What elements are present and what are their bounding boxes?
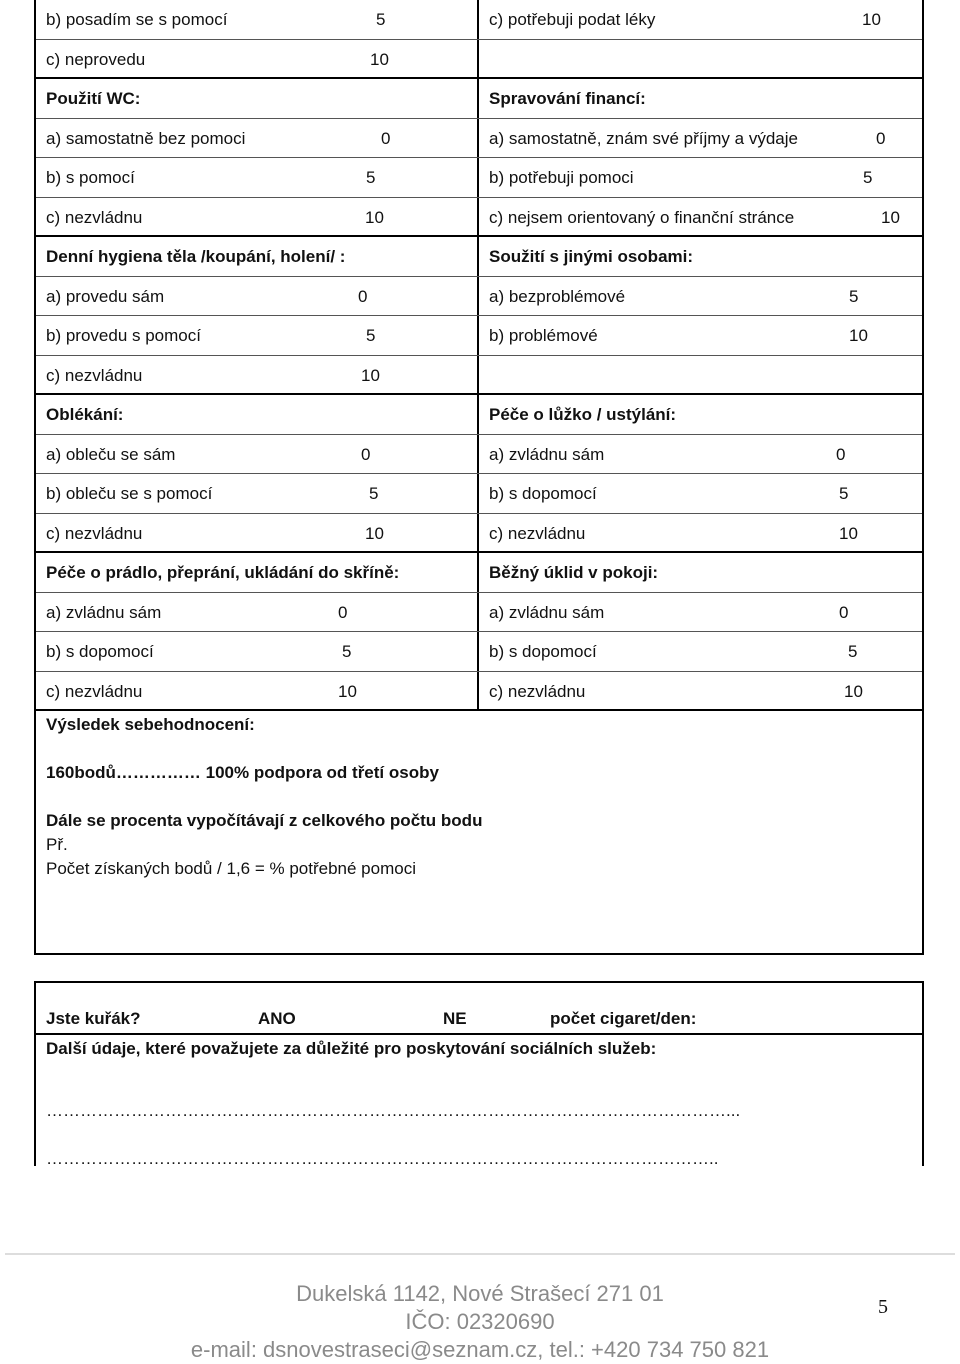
option-points[interactable]: 0	[839, 602, 849, 622]
footer-ico: IČO: 02320690	[405, 1309, 555, 1334]
option-label: b) potřebuji pomoci	[489, 168, 634, 187]
option-points[interactable]: 10	[370, 49, 389, 69]
page-number: 5	[878, 1296, 888, 1318]
option-label: a) bezproblémové	[489, 286, 626, 306]
option-points[interactable]: 5	[366, 326, 376, 345]
left-cell	[36, 316, 479, 355]
right-cell	[479, 632, 922, 671]
right-cell	[479, 119, 922, 158]
right-cell	[479, 237, 922, 276]
smoker-question: Jste kuřák?	[46, 1009, 141, 1028]
left-cell	[36, 672, 479, 710]
table-row	[36, 514, 922, 554]
right-cell	[479, 277, 922, 316]
footer-address: Dukelská 1142, Nové Strašecí 271 01	[296, 1281, 664, 1306]
right-cell	[479, 316, 922, 355]
option-label: c) nezvládnu	[46, 207, 143, 227]
table-row	[36, 0, 922, 40]
right-cell	[479, 0, 922, 39]
left-cell	[36, 356, 479, 394]
option-points[interactable]: 0	[361, 444, 371, 464]
option-points[interactable]: 5	[863, 168, 873, 187]
result-note: Dále se procenta vypočítávají z celkového počtu bodu	[46, 811, 483, 830]
right-cell	[479, 593, 922, 632]
option-label: b) posadím se s pomocí	[46, 10, 228, 29]
smoker-no-option[interactable]: NE	[443, 1009, 467, 1028]
option-points[interactable]: 5	[369, 484, 379, 503]
cigarette-count-label: počet cigaret/den:	[550, 1009, 697, 1028]
option-points[interactable]: 5	[366, 168, 376, 187]
table-row	[36, 40, 922, 80]
option-points[interactable]: 5	[839, 484, 849, 503]
option-label: c) potřebuji podat léky	[489, 10, 656, 29]
left-cell	[36, 40, 479, 78]
assessment-grid	[34, 0, 924, 711]
right-cell	[479, 474, 922, 513]
result-example-label: Př.	[46, 835, 68, 854]
option-label: c) nezvládnu	[46, 523, 143, 543]
option-label: c) nezvládnu	[46, 365, 143, 385]
left-cell	[36, 119, 479, 158]
option-label: a) provedu sám	[46, 286, 165, 306]
left-cell	[36, 593, 479, 632]
right-cell	[479, 395, 922, 434]
right-cell	[479, 672, 922, 710]
option-label: b) provedu s pomocí	[46, 326, 201, 345]
option-label: a) zvládnu sám	[46, 602, 162, 622]
table-row	[36, 237, 922, 277]
table-row	[36, 119, 922, 159]
option-points[interactable]: 10	[862, 10, 881, 29]
left-cell	[36, 0, 479, 39]
right-cell	[479, 158, 922, 197]
table-row	[36, 593, 922, 633]
right-cell	[479, 40, 922, 78]
option-label: Denní hygiena těla /koupání, holení/ :	[46, 247, 346, 266]
option-points[interactable]: 0	[381, 128, 391, 148]
left-cell	[36, 474, 479, 513]
option-label: a) zvládnu sám	[489, 444, 605, 464]
left-cell	[36, 435, 479, 474]
option-label: Péče o lůžko / ustýlání:	[489, 405, 677, 424]
right-cell	[479, 356, 922, 394]
right-cell	[479, 198, 922, 236]
option-points[interactable]: 10	[365, 207, 384, 227]
option-label: Péče o prádlo, přeprání, ukládání do skříně:	[46, 563, 400, 582]
option-label: a) samostatně bez pomoci	[46, 128, 246, 148]
table-row	[36, 474, 922, 514]
smoker-section	[34, 981, 924, 1166]
option-label: b) s dopomocí	[489, 642, 597, 661]
option-label: a) samostatně, znám své příjmy a výdaje	[489, 128, 798, 148]
option-label: c) nezvládnu	[489, 523, 586, 543]
right-cell	[479, 553, 922, 592]
other-info-label: Další údaje, které považujete za důležité pro poskytování sociálních služeb:	[46, 1039, 657, 1058]
option-points[interactable]: 10	[338, 681, 357, 701]
table-row	[36, 79, 922, 119]
option-label: c) nezvládnu	[46, 681, 143, 701]
footer-contact: e-mail: dsnovestraseci@seznam.cz, tel.: +420 734 750 821	[190, 1337, 770, 1362]
left-cell	[36, 198, 479, 236]
table-row	[36, 435, 922, 475]
option-label: b) s pomocí	[46, 168, 135, 187]
option-label: a) obleču se sám	[46, 444, 176, 464]
left-cell	[36, 632, 479, 671]
option-label: b) s dopomocí	[489, 484, 597, 503]
table-row	[36, 277, 922, 317]
smoker-question-row	[36, 983, 922, 1035]
option-label: a) zvládnu sám	[489, 602, 605, 622]
left-cell	[36, 79, 479, 118]
dotted-fill-line-2[interactable]: ………………………………………………………………………………………………………..	[46, 1149, 719, 1168]
option-points[interactable]: 10	[839, 523, 858, 543]
table-row	[36, 632, 922, 672]
table-row	[36, 198, 922, 238]
dotted-fill-line-1[interactable]: …………………………………………………………………………………………………………...	[46, 1101, 741, 1120]
table-row	[36, 672, 922, 712]
option-label: Spravování financí:	[489, 89, 646, 108]
option-label: c) neprovedu	[46, 49, 146, 69]
option-points[interactable]: 10	[881, 207, 900, 227]
option-label: Soužití s jinými osobami:	[489, 247, 694, 266]
option-label: Běžný úklid v pokoji:	[489, 563, 659, 582]
table-row	[36, 356, 922, 396]
option-points[interactable]: 10	[365, 523, 384, 543]
option-label: Použití WC:	[46, 89, 141, 108]
option-points[interactable]: 0	[876, 128, 886, 148]
result-section	[34, 711, 924, 955]
option-points[interactable]: 5	[848, 642, 858, 661]
left-cell	[36, 514, 479, 552]
option-points[interactable]: 5	[849, 286, 859, 306]
left-cell	[36, 395, 479, 434]
option-label: b) s dopomocí	[46, 642, 154, 661]
option-label: c) nezvládnu	[489, 681, 586, 701]
option-points[interactable]: 10	[849, 326, 868, 345]
left-cell	[36, 158, 479, 197]
smoker-yes-option[interactable]: ANO	[258, 1009, 296, 1028]
table-row	[36, 316, 922, 356]
option-points[interactable]: 0	[358, 286, 368, 306]
right-cell	[479, 79, 922, 118]
option-label: b) obleču se s pomocí	[46, 484, 213, 503]
option-points[interactable]: 5	[342, 642, 352, 661]
footer-divider	[5, 1253, 955, 1255]
left-cell	[36, 553, 479, 592]
left-cell	[36, 237, 479, 276]
result-heading: Výsledek sebehodnocení:	[46, 715, 255, 734]
result-formula: Počet získaných bodů / 1,6 = % potřebné pomoci	[46, 859, 416, 878]
option-points[interactable]: 0	[836, 444, 846, 464]
option-points[interactable]: 0	[338, 602, 348, 622]
option-points[interactable]: 10	[361, 365, 380, 385]
option-label: c) nejsem orientovaný o finanční stránce	[489, 207, 795, 227]
option-label: Oblékání:	[46, 405, 124, 424]
assessment-form	[34, 0, 924, 1166]
option-points[interactable]: 5	[376, 10, 386, 29]
right-cell	[479, 435, 922, 474]
result-score-line: 160bodů…………… 100% podpora od třetí osoby	[46, 763, 439, 782]
footer	[0, 1280, 960, 1364]
left-cell	[36, 277, 479, 316]
table-row	[36, 395, 922, 435]
option-points[interactable]: 10	[844, 681, 863, 701]
option-label: b) problémové	[489, 326, 598, 345]
table-row	[36, 158, 922, 198]
right-cell	[479, 514, 922, 552]
table-row	[36, 553, 922, 593]
